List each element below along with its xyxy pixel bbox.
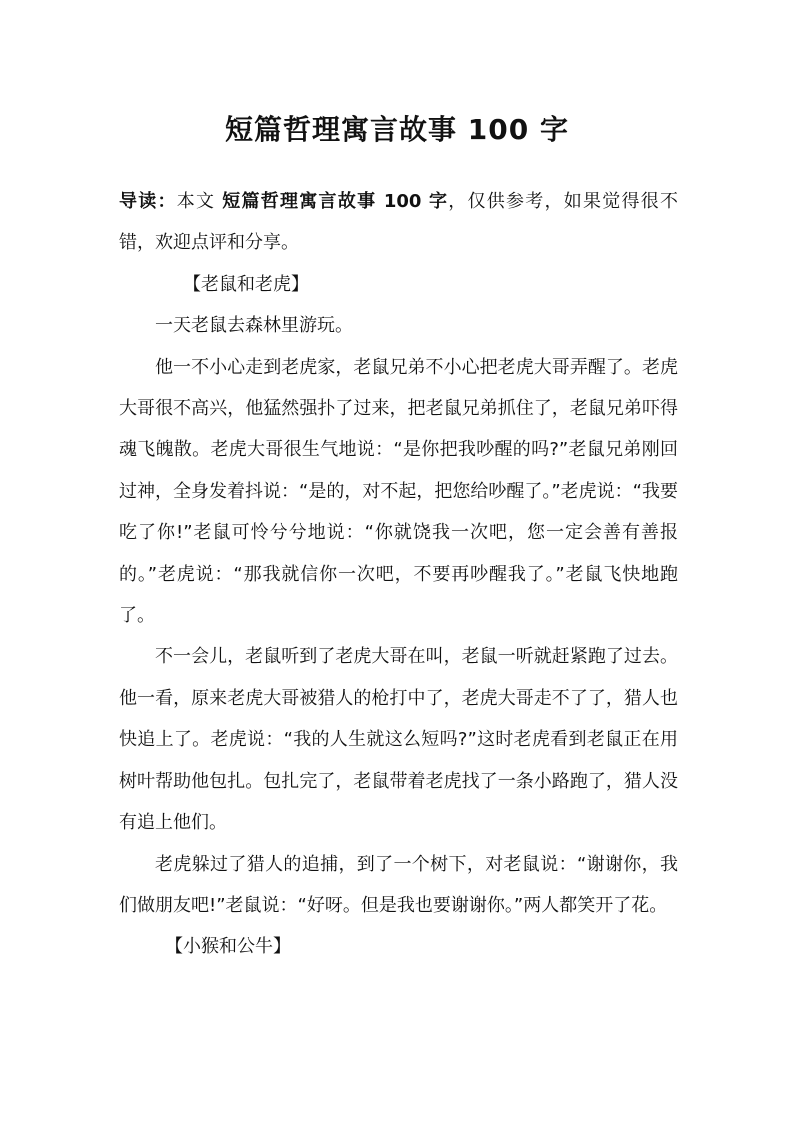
intro-paragraph	[119, 181, 678, 264]
document-title: 短篇哲理寓言故事 100 字	[225, 113, 569, 146]
intro-prefix: 本文	[176, 191, 223, 212]
story-paragraph: 一天老鼠去森林里游玩。	[155, 315, 353, 337]
story-heading-mouse-tiger: 【老鼠和老虎】	[183, 273, 309, 295]
document-body	[119, 181, 678, 968]
intro-suffix: ，仅供参考，如果觉得很不错，欢迎点评和分享。	[119, 191, 679, 254]
intro-label: 导读：	[119, 191, 177, 212]
story-paragraph: 老虎躲过了猎人的追捕，到了一个树下，对老鼠说：“谢谢你，我们做朋友吧!”老鼠说：“好呀。但是我也要谢谢你。”两人都笑开了花。	[119, 853, 678, 916]
intro-subject: 短篇哲理寓言故事 100 字	[222, 191, 449, 212]
story-paragraph: 不一会儿，老鼠听到了老虎大哥在叫，老鼠一听就赶紧跑了过去。他一看，原来老虎大哥被猎人的枪打中了，老虎大哥走不了了，猎人也快追上了。老虎说：“我的人生就这么短吗?”这时老虎看到老鼠正在用树叶帮助他包扎。包扎完了，老鼠带着老虎找了一条小路跑了，猎人没有追上他们。	[119, 646, 678, 834]
story-heading-monkey-bull: 【小猴和公牛】	[165, 936, 291, 958]
story-paragraph: 他一不小心走到老虎家，老鼠兄弟不小心把老虎大哥弄醒了。老虎大哥很不高兴，他猛然强扑了过来，把老鼠兄弟抓住了，老鼠兄弟吓得魂飞魄散。老虎大哥很生气地说：“是你把我吵醒的吗?”老鼠兄弟刚回过神，全身发着抖说：“是的，对不起，把您给吵醒了。”老虎说：“我要吃了你!”老鼠可怜兮兮地说：“你就饶我一次吧，您一定会善有善报的。”老虎说：“那我就信你一次吧，不要再吵醒我了。”老鼠飞快地跑了。	[119, 356, 678, 627]
